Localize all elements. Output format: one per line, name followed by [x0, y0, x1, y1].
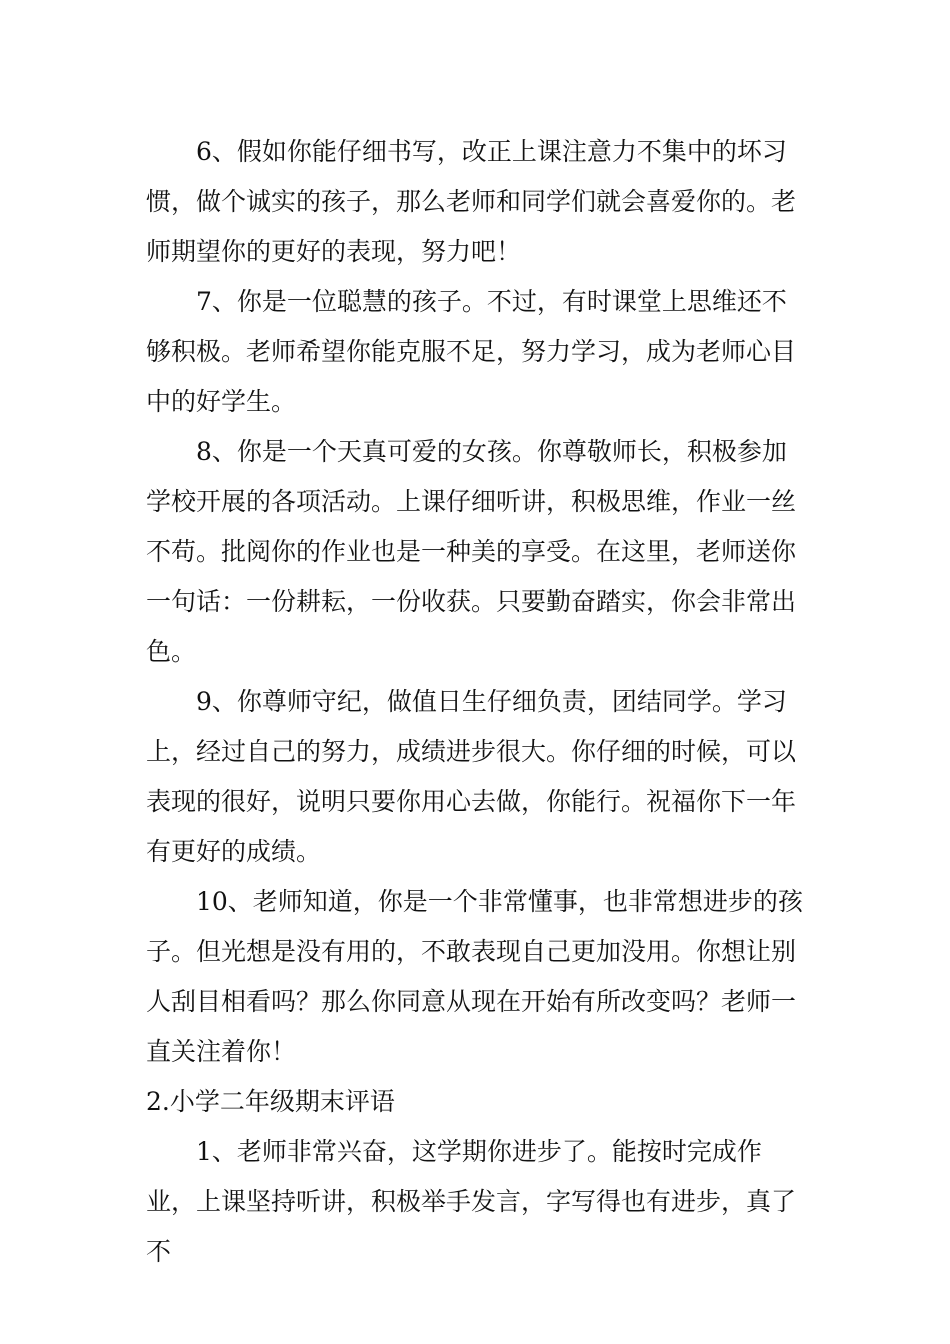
comment-paragraph-8: 8、你是一个天真可爱的女孩。你尊敬师长，积极参加学校开展的各项活动。上课仔细听讲，积极思维，作业一丝不苟。批阅你的作业也是一种美的享受。在这里，老师送你一句话：一份耕耘，一份收获。只要勤奋踏实，你会非常出色。 [146, 437, 797, 666]
comment-paragraph-6: 6、假如你能仔细书写，改正上课注意力不集中的坏习惯，做个诚实的孩子，那么老师和同学们就会喜爱你的。老师期望你的更好的表现，努力吧！ [146, 137, 797, 266]
document-body [146, 127, 810, 1277]
comment-paragraph-9: 9、你尊师守纪，做值日生仔细负责，团结同学。学习上，经过自己的努力，成绩进步很大。你仔细的时候，可以表现的很好，说明只要你用心去做，你能行。祝福你下一年有更好的成绩。 [146, 687, 797, 866]
section-comment-paragraph-1: 1、老师非常兴奋，这学期你进步了。能按时完成作业，上课坚持听讲，积极举手发言，字写得也有进步，真了不 [146, 1137, 797, 1266]
comment-paragraph-10: 10、老师知道，你是一个非常懂事，也非常想进步的孩子。但光想是没有用的，不敢表现自己更加没用。你想让别人刮目相看吗？那么你同意从现在开始有所改变吗？老师一直关注着你！ [146, 887, 803, 1066]
comment-paragraph-7: 7、你是一位聪慧的孩子。不过，有时课堂上思维还不够积极。老师希望你能克服不足，努力学习，成为老师心目中的好学生。 [146, 287, 797, 416]
section-heading: 2.小学二年级期末评语 [146, 1087, 395, 1116]
